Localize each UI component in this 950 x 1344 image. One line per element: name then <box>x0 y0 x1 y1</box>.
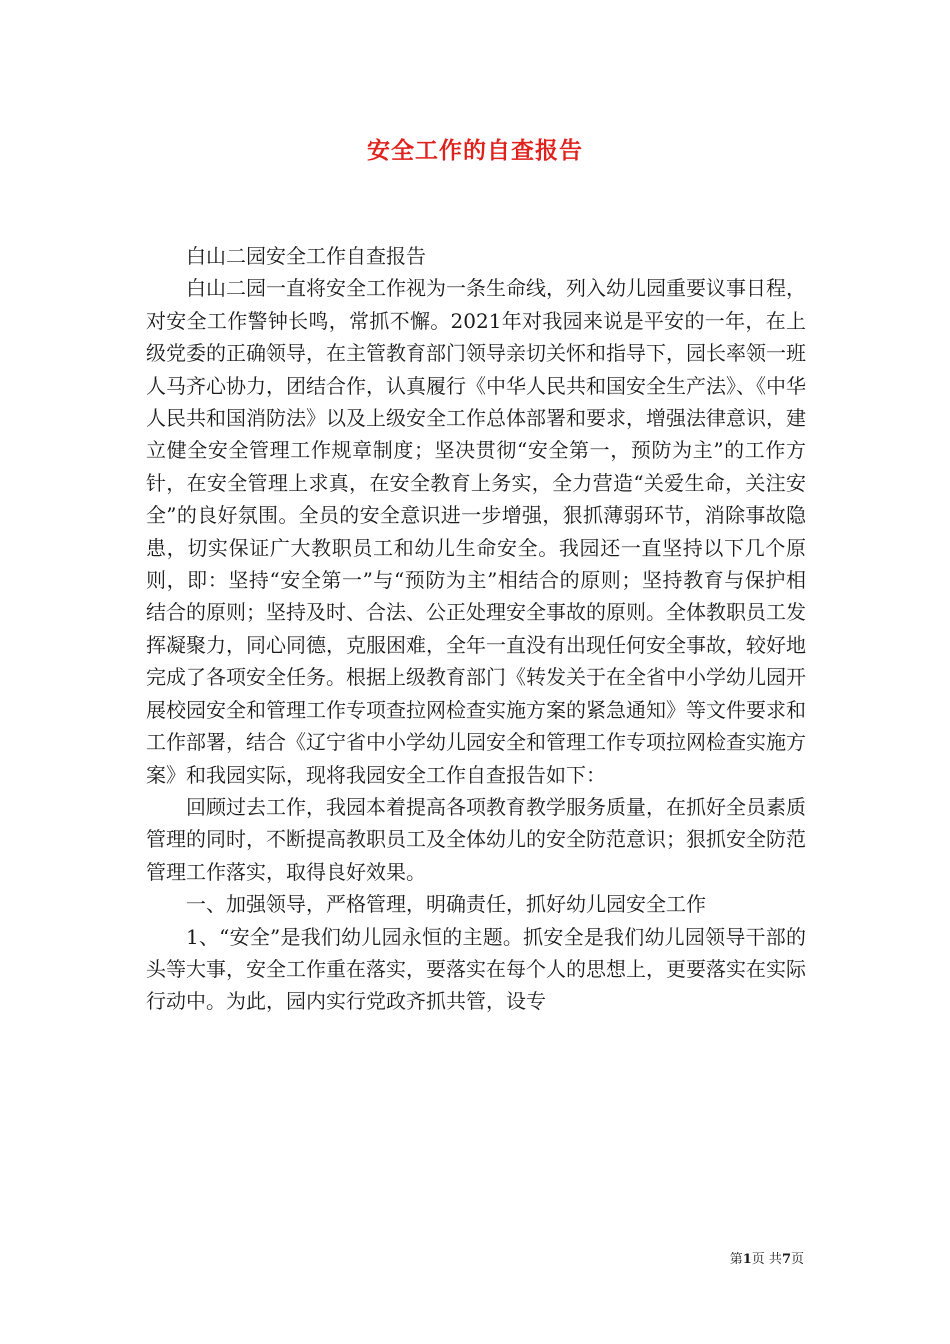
paragraph-intro: 白山二园一直将安全工作视为一条生命线，列入幼儿园重要议事日程，对安全工作警钟长鸣，常抓不懈。2021年对我园来说是平安的一年，在上级党委的正确领导，在主管教育部门领导亲切关怀和指导下，园长率领一班人马齐心协力，团结合作，认真履行《中华人民共和国安全生产法》、《中华人民共和国消防法》以及上级安全工作总体部署和要求，增强法律意识，建立健全安全管理工作规章制度；坚决贯彻“安全第一，预防为主”的工作方针，在安全管理上求真，在安全教育上务实，全力营造“关爱生命，关注安全”的良好氛围。全员的安全意识进一步增强，狠抓薄弱环节，消除事故隐患，切实保证广大教职员工和幼儿生命安全。我园还一直坚持以下几个原则，即：坚持“安全第一”与“预防为主”相结合的原则；坚持教育与保护相结合的原则；坚持及时、合法、公正处理安全事故的原则。全体教职员工发挥凝聚力，同心同德，克服困难，全年一直没有出现任何安全事故，较好地完成了各项安全任务。根据上级教育部门《转发关于在全省中小学幼儿园开展校园安全和管理工作专项查拉网检查实施方案的紧急通知》等文件要求和工作部署，结合《辽宁省中小学幼儿园安全和管理工作专项拉网检查实施方案》和我园实际，现将我园安全工作自查报告如下： <box>146 276 806 787</box>
footer-total-pages: 7 <box>781 1252 791 1267</box>
page-footer <box>730 1248 804 1267</box>
footer-current-page: 1 <box>742 1252 752 1267</box>
footer-middle: 页 共 <box>751 1252 782 1267</box>
report-subtitle: 白山二园安全工作自查报告 <box>186 244 426 268</box>
footer-prefix: 第 <box>729 1252 743 1267</box>
section-heading-1: 一、加强领导，严格管理，明确责任，抓好幼儿园安全工作 <box>186 892 706 917</box>
footer-suffix: 页 <box>790 1252 804 1267</box>
document-title: 安全工作的自查报告 <box>367 137 583 164</box>
document-body <box>146 240 806 1018</box>
paragraph-item-1: 1、“安全”是我们幼儿园永恒的主题。抓安全是我们幼儿园领导干部的头等大事，安全工作重在落实，要落实在每个人的思想上，更要落实在实际行动中。为此，园内实行党政齐抓共管，设专 <box>146 924 806 1014</box>
paragraph-review: 回顾过去工作，我园本着提高各项教育教学服务质量，在抓好全员素质管理的同时，不断提高教职员工及全体幼儿的安全防范意识；狠抓安全防范管理工作落实，取得良好效果。 <box>146 794 806 884</box>
